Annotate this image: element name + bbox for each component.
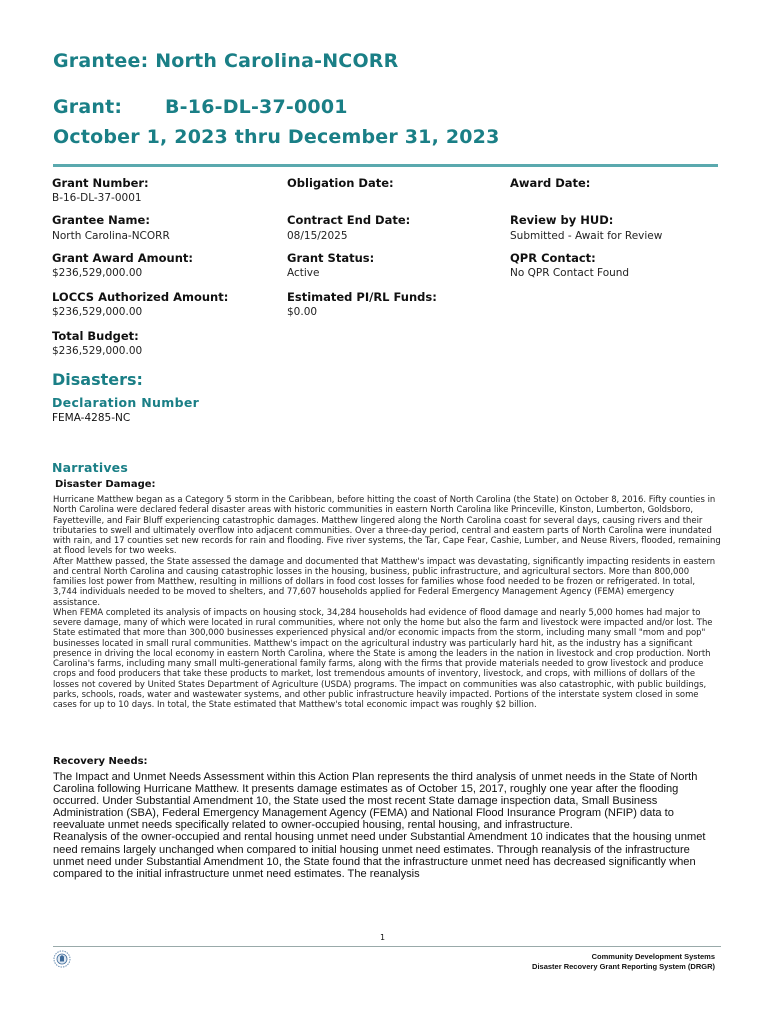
loccs-authorized-amount-value: $236,529,000.00 (52, 306, 143, 318)
disasters-heading: Disasters: (52, 370, 143, 389)
qpr-contact-value: No QPR Contact Found (510, 267, 630, 279)
estimated-pirl-funds-value: $0.00 (287, 306, 318, 318)
contract-end-date-label: Contract End Date: (287, 213, 411, 227)
grant-number-label: Grant Number: (52, 176, 149, 190)
recovery-needs-paragraph: Reanalysis of the owner-occupied and rental housing unmet need under Substantial Amendment 10 indicates that the housing unmet need remains largely unchanged when compared to initial housing unmet need estimates. Through reanalysis of the infrastructure unmet need under Substantial Amendment 10, the State found that the infrastructure unmet need has decreased significantly when compared to the initial infrastructure unmet need estimates. The reanalysis (53, 831, 706, 880)
grant-label: Grant: (53, 96, 123, 118)
grant-status-label: Grant Status: (287, 251, 375, 265)
obligation-date-label: Obligation Date: (287, 176, 394, 190)
grantee-value: North Carolina-NCORR (155, 50, 399, 72)
grantee-title (53, 50, 398, 72)
grant-award-amount-value: $236,529,000.00 (52, 267, 143, 279)
grant-award-amount-label: Grant Award Amount: (52, 251, 194, 265)
grantee-name-value: North Carolina-NCORR (52, 230, 170, 242)
total-budget-value: $236,529,000.00 (52, 345, 143, 357)
contract-end-date-value: 08/15/2025 (287, 230, 348, 242)
declaration-number-value: FEMA-4285-NC (52, 412, 131, 424)
footer-line-2: Disaster Recovery Grant Reporting System (DRGR) (532, 962, 715, 971)
disaster-damage-paragraph: Hurricane Matthew began as a Category 5 storm in the Caribbean, before hitting the coast of North Carolina (the State) on October 8, 2016. Fifty counties in North Carolina were declared federal disaster areas with historic communities in eastern North Carolina like Princeville, Kinston, Lumberton, Goldsboro, Fayetteville, and Fair Bluff experiencing catastrophic damages. Matthew lingered along the North Carolina coast for several days, causing rivers and their tributaries to swell and ultimately overflow into adjacent communities. Over a three-day period, central and eastern parts of North Carolina were inundated with rain, and 17 counties set new records for rain and flooding. Five river systems, the Tar, Cape Fear, Cashie, Lumber, and Neuse Rivers, flooded, remaining at flood levels for two weeks. (53, 494, 721, 556)
narratives-heading: Narratives (52, 460, 128, 475)
recovery-needs-text (53, 771, 721, 880)
recovery-needs-paragraph: The Impact and Unmet Needs Assessment within this Action Plan represents the third analysis of unmet needs in the State of North Carolina following Hurricane Matthew. It presents damage estimates as of October 15, 2017, roughly one year after the flooding occurred. Under Substantial Amendment 10, the State used the most recent State damage inspection data, Small Business Administration (SBA), Federal Emergency Management Agency (FEMA) and National Flood Insurance Program (NFIP) data to reevaluate unmet needs specifically related to owner-occupied housing, rental housing, and infrastructure. (53, 771, 698, 832)
page-number: 1 (380, 933, 386, 942)
review-by-hud-value: Submitted - Await for Review (510, 230, 663, 242)
review-by-hud-label: Review by HUD: (510, 213, 614, 227)
disaster-damage-paragraph: After Matthew passed, the State assessed the damage and documented that Matthew's impact was devastating, significantly impacting residents in eastern and central North Carolina and causing catastrophic losses in the housing, business, public infrastructure, and agricultural sectors. More than 800,000 families lost power from Matthew, resulting in millions of dollars in food cost losses for families whose food needed to be frozen or refrigerated. In total, 3,744 individuals needed to be moved to shelters, and 77,607 households applied for Federal Emergency Management Agency (FEMA) emergency assistance. (53, 555, 716, 607)
disaster-damage-paragraph: When FEMA completed its analysis of impacts on housing stock, 34,284 households had evidence of flood damage and nearly 5,000 homes had major to severe damage, many of which were located in rural communities, where not only the home but also the farm and livestock were impacted and/or lost. The State estimated that more than 300,000 businesses experienced physical and/or economic impacts from the storm, including many small "mom and pop" businesses located in small rural communities. Matthew's impact on the agricultural industry was particularly hard hit, as the industry has a significant presence in driving the local economy in eastern North Carolina, where the State is among the leaders in the nation in livestock and crop production. North Carolina's farms, including many small multi-generational family farms, along with the firms that provide materials needed to grow livestock and produce crops and food producers that take these products to market, lost tremendous amounts of inventory, livestock, and crops, with millions of dollars of the losses not covered by United States Department of Agriculture (USDA) programs. The impact on communities was also catastrophic, with public buildings, parks, schools, roads, water and wastewater systems, and other public infrastructure heavily impacted. Portions of the interstate system closed in some cases for up to 10 days. In total, the State estimated that Matthew's total economic impact was roughly $2 billion. (53, 606, 713, 709)
disaster-damage-text (53, 494, 721, 709)
header-divider (53, 164, 718, 167)
recovery-needs-label: Recovery Needs: (53, 756, 148, 767)
footer-divider (53, 946, 721, 947)
grantee-name-label: Grantee Name: (52, 213, 150, 227)
qpr-contact-label: QPR Contact: (510, 251, 596, 265)
grantee-label: Grantee: (53, 50, 149, 72)
grant-status-value: Active (287, 267, 320, 279)
hud-seal-icon (53, 950, 71, 968)
grant-value: B-16-DL-37-0001 (165, 96, 348, 118)
footer-line-1: Community Development Systems (591, 952, 715, 961)
grant-title (53, 96, 348, 118)
disaster-damage-label: Disaster Damage: (55, 479, 156, 490)
total-budget-label: Total Budget: (52, 329, 139, 343)
reporting-period: October 1, 2023 thru December 31, 2023 (53, 126, 500, 148)
award-date-label: Award Date: (510, 176, 591, 190)
estimated-pirl-funds-label: Estimated PI/RL Funds: (287, 290, 437, 304)
grant-number-value: B-16-DL-37-0001 (52, 192, 142, 204)
declaration-number-label: Declaration Number (52, 395, 200, 410)
loccs-authorized-amount-label: LOCCS Authorized Amount: (52, 290, 229, 304)
